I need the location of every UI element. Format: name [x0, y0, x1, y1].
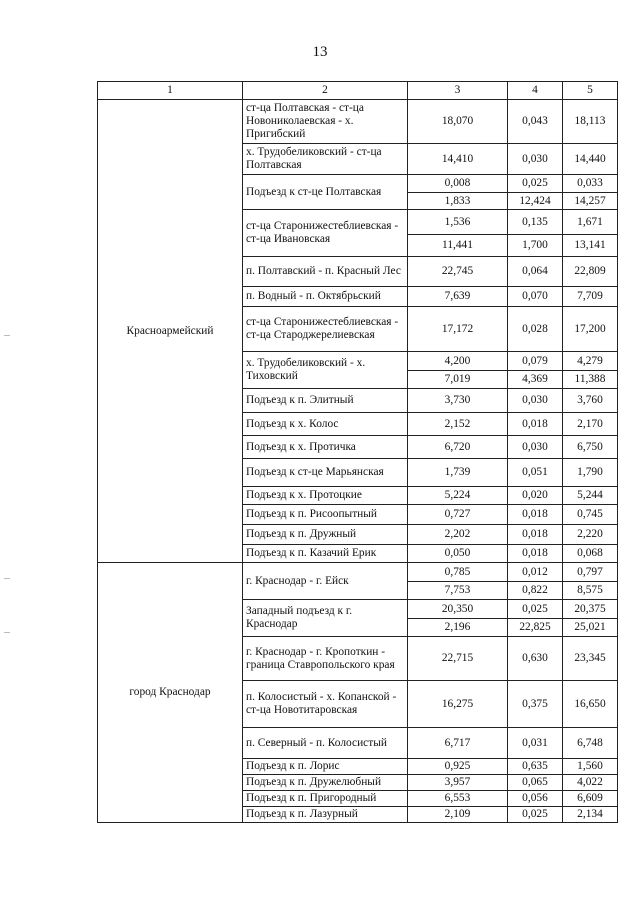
- margin-mark: [4, 632, 10, 633]
- value-cell: 14,257: [563, 193, 618, 210]
- value-cell: 2,202: [408, 525, 508, 545]
- value-cell: 3,957: [408, 775, 508, 791]
- value-cell: 2,109: [408, 807, 508, 823]
- value-cell: 0,079: [508, 352, 563, 371]
- value-cell: 5,244: [563, 487, 618, 505]
- road-name-cell: ст-ца Полтавская - ст-ца Новониколаевская - х. Пригибский: [243, 100, 408, 144]
- value-cell: 14,440: [563, 144, 618, 175]
- road-name-cell: г. Краснодар - г. Кропоткин - граница Ставропольского края: [243, 637, 408, 681]
- value-cell: 1,700: [508, 235, 563, 257]
- column-header: 3: [408, 82, 508, 100]
- value-cell: 7,019: [408, 371, 508, 389]
- road-name-cell: Западный подъезд к г. Краснодар: [243, 600, 408, 637]
- column-header: 5: [563, 82, 618, 100]
- value-cell: 0,030: [508, 144, 563, 175]
- road-name-cell: Подъезд к п. Дружный: [243, 525, 408, 545]
- value-cell: 0,030: [508, 389, 563, 413]
- value-cell: 22,715: [408, 637, 508, 681]
- value-cell: 23,345: [563, 637, 618, 681]
- value-cell: 16,275: [408, 681, 508, 728]
- value-cell: 0,785: [408, 563, 508, 582]
- value-cell: 20,350: [408, 600, 508, 619]
- value-cell: 6,553: [408, 791, 508, 807]
- value-cell: 0,008: [408, 175, 508, 193]
- header-row: [98, 82, 618, 100]
- value-cell: 1,790: [563, 459, 618, 487]
- value-cell: 6,609: [563, 791, 618, 807]
- road-name-cell: Подъезд к п. Лазурный: [243, 807, 408, 823]
- value-cell: 6,748: [563, 728, 618, 759]
- value-cell: 0,050: [408, 545, 508, 563]
- value-cell: 16,650: [563, 681, 618, 728]
- road-name-cell: Подъезд к ст-це Полтавская: [243, 175, 408, 210]
- value-cell: 12,424: [508, 193, 563, 210]
- value-cell: 6,720: [408, 436, 508, 459]
- road-name-cell: г. Краснодар - г. Ейск: [243, 563, 408, 600]
- value-cell: 8,575: [563, 582, 618, 600]
- value-cell: 2,196: [408, 619, 508, 637]
- road-name-cell: Подъезд к п. Дружелюбный: [243, 775, 408, 791]
- value-cell: 7,639: [408, 287, 508, 307]
- value-cell: 20,375: [563, 600, 618, 619]
- road-name-cell: Подъезд к ст-це Марьянская: [243, 459, 408, 487]
- value-cell: 14,410: [408, 144, 508, 175]
- value-cell: 0,031: [508, 728, 563, 759]
- region-cell: Красноармейский: [98, 100, 243, 563]
- road-name-cell: х. Трудобеликовский - ст-ца Полтавская: [243, 144, 408, 175]
- region-cell: город Краснодар: [98, 563, 243, 823]
- road-name-cell: п. Северный - п. Колосистый: [243, 728, 408, 759]
- table-body: [98, 100, 618, 823]
- page-number: 13: [312, 44, 328, 60]
- value-cell: 0,018: [508, 525, 563, 545]
- value-cell: 4,369: [508, 371, 563, 389]
- value-cell: 2,134: [563, 807, 618, 823]
- road-name-cell: х. Трудобеликовский - х. Тиховский: [243, 352, 408, 389]
- value-cell: 0,070: [508, 287, 563, 307]
- value-cell: 0,135: [508, 210, 563, 235]
- value-cell: 7,709: [563, 287, 618, 307]
- road-name-cell: Подъезд к п. Элитный: [243, 389, 408, 413]
- road-name-cell: Подъезд к п. Лорис: [243, 759, 408, 775]
- value-cell: 0,018: [508, 413, 563, 436]
- value-cell: 5,224: [408, 487, 508, 505]
- value-cell: 0,925: [408, 759, 508, 775]
- road-name-cell: п. Водный - п. Октябрьский: [243, 287, 408, 307]
- road-name-cell: Подъезд к х. Колос: [243, 413, 408, 436]
- value-cell: 0,745: [563, 505, 618, 525]
- value-cell: 13,141: [563, 235, 618, 257]
- value-cell: 0,033: [563, 175, 618, 193]
- road-name-cell: Подъезд к п. Рисоопытный: [243, 505, 408, 525]
- value-cell: 4,279: [563, 352, 618, 371]
- value-cell: 25,021: [563, 619, 618, 637]
- table-row: [98, 100, 618, 144]
- value-cell: 0,020: [508, 487, 563, 505]
- value-cell: 0,025: [508, 807, 563, 823]
- value-cell: 0,727: [408, 505, 508, 525]
- road-table: [97, 81, 618, 823]
- value-cell: 18,113: [563, 100, 618, 144]
- value-cell: 4,022: [563, 775, 618, 791]
- value-cell: 1,833: [408, 193, 508, 210]
- road-name-cell: Подъезд к п. Казачий Ерик: [243, 545, 408, 563]
- value-cell: 22,745: [408, 257, 508, 287]
- value-cell: 0,797: [563, 563, 618, 582]
- road-name-cell: ст-ца Старонижестеблиевская - ст-ца Ивановская: [243, 210, 408, 257]
- value-cell: 0,051: [508, 459, 563, 487]
- value-cell: 0,012: [508, 563, 563, 582]
- value-cell: 11,388: [563, 371, 618, 389]
- value-cell: 17,172: [408, 307, 508, 352]
- value-cell: 3,760: [563, 389, 618, 413]
- value-cell: 0,635: [508, 759, 563, 775]
- road-name-cell: ст-ца Старонижестеблиевская - ст-ца Староджерелиевская: [243, 307, 408, 352]
- road-name-cell: Подъезд к х. Протичка: [243, 436, 408, 459]
- value-cell: 0,064: [508, 257, 563, 287]
- value-cell: 22,809: [563, 257, 618, 287]
- value-cell: 6,717: [408, 728, 508, 759]
- value-cell: 0,018: [508, 545, 563, 563]
- value-cell: 0,025: [508, 175, 563, 193]
- column-header: 2: [243, 82, 408, 100]
- value-cell: 1,560: [563, 759, 618, 775]
- value-cell: 0,068: [563, 545, 618, 563]
- value-cell: 0,030: [508, 436, 563, 459]
- value-cell: 7,753: [408, 582, 508, 600]
- value-cell: 17,200: [563, 307, 618, 352]
- value-cell: 2,170: [563, 413, 618, 436]
- value-cell: 22,825: [508, 619, 563, 637]
- value-cell: 0,028: [508, 307, 563, 352]
- value-cell: 18,070: [408, 100, 508, 144]
- table-row: [98, 563, 618, 582]
- value-cell: 1,536: [408, 210, 508, 235]
- value-cell: 3,730: [408, 389, 508, 413]
- column-header: 4: [508, 82, 563, 100]
- value-cell: 6,750: [563, 436, 618, 459]
- value-cell: 1,671: [563, 210, 618, 235]
- road-name-cell: п. Колосистый - х. Копанской - ст-ца Новотитаровская: [243, 681, 408, 728]
- value-cell: 0,822: [508, 582, 563, 600]
- margin-mark: [4, 578, 10, 579]
- value-cell: 0,630: [508, 637, 563, 681]
- value-cell: 0,018: [508, 505, 563, 525]
- value-cell: 2,152: [408, 413, 508, 436]
- value-cell: 0,375: [508, 681, 563, 728]
- value-cell: 0,025: [508, 600, 563, 619]
- value-cell: 0,043: [508, 100, 563, 144]
- value-cell: 0,056: [508, 791, 563, 807]
- road-name-cell: п. Полтавский - п. Красный Лес: [243, 257, 408, 287]
- column-header: 1: [98, 82, 243, 100]
- value-cell: 11,441: [408, 235, 508, 257]
- value-cell: 2,220: [563, 525, 618, 545]
- value-cell: 1,739: [408, 459, 508, 487]
- road-name-cell: Подъезд к х. Протоцкие: [243, 487, 408, 505]
- margin-mark: [4, 335, 10, 336]
- value-cell: 4,200: [408, 352, 508, 371]
- road-name-cell: Подъезд к п. Пригородный: [243, 791, 408, 807]
- value-cell: 0,065: [508, 775, 563, 791]
